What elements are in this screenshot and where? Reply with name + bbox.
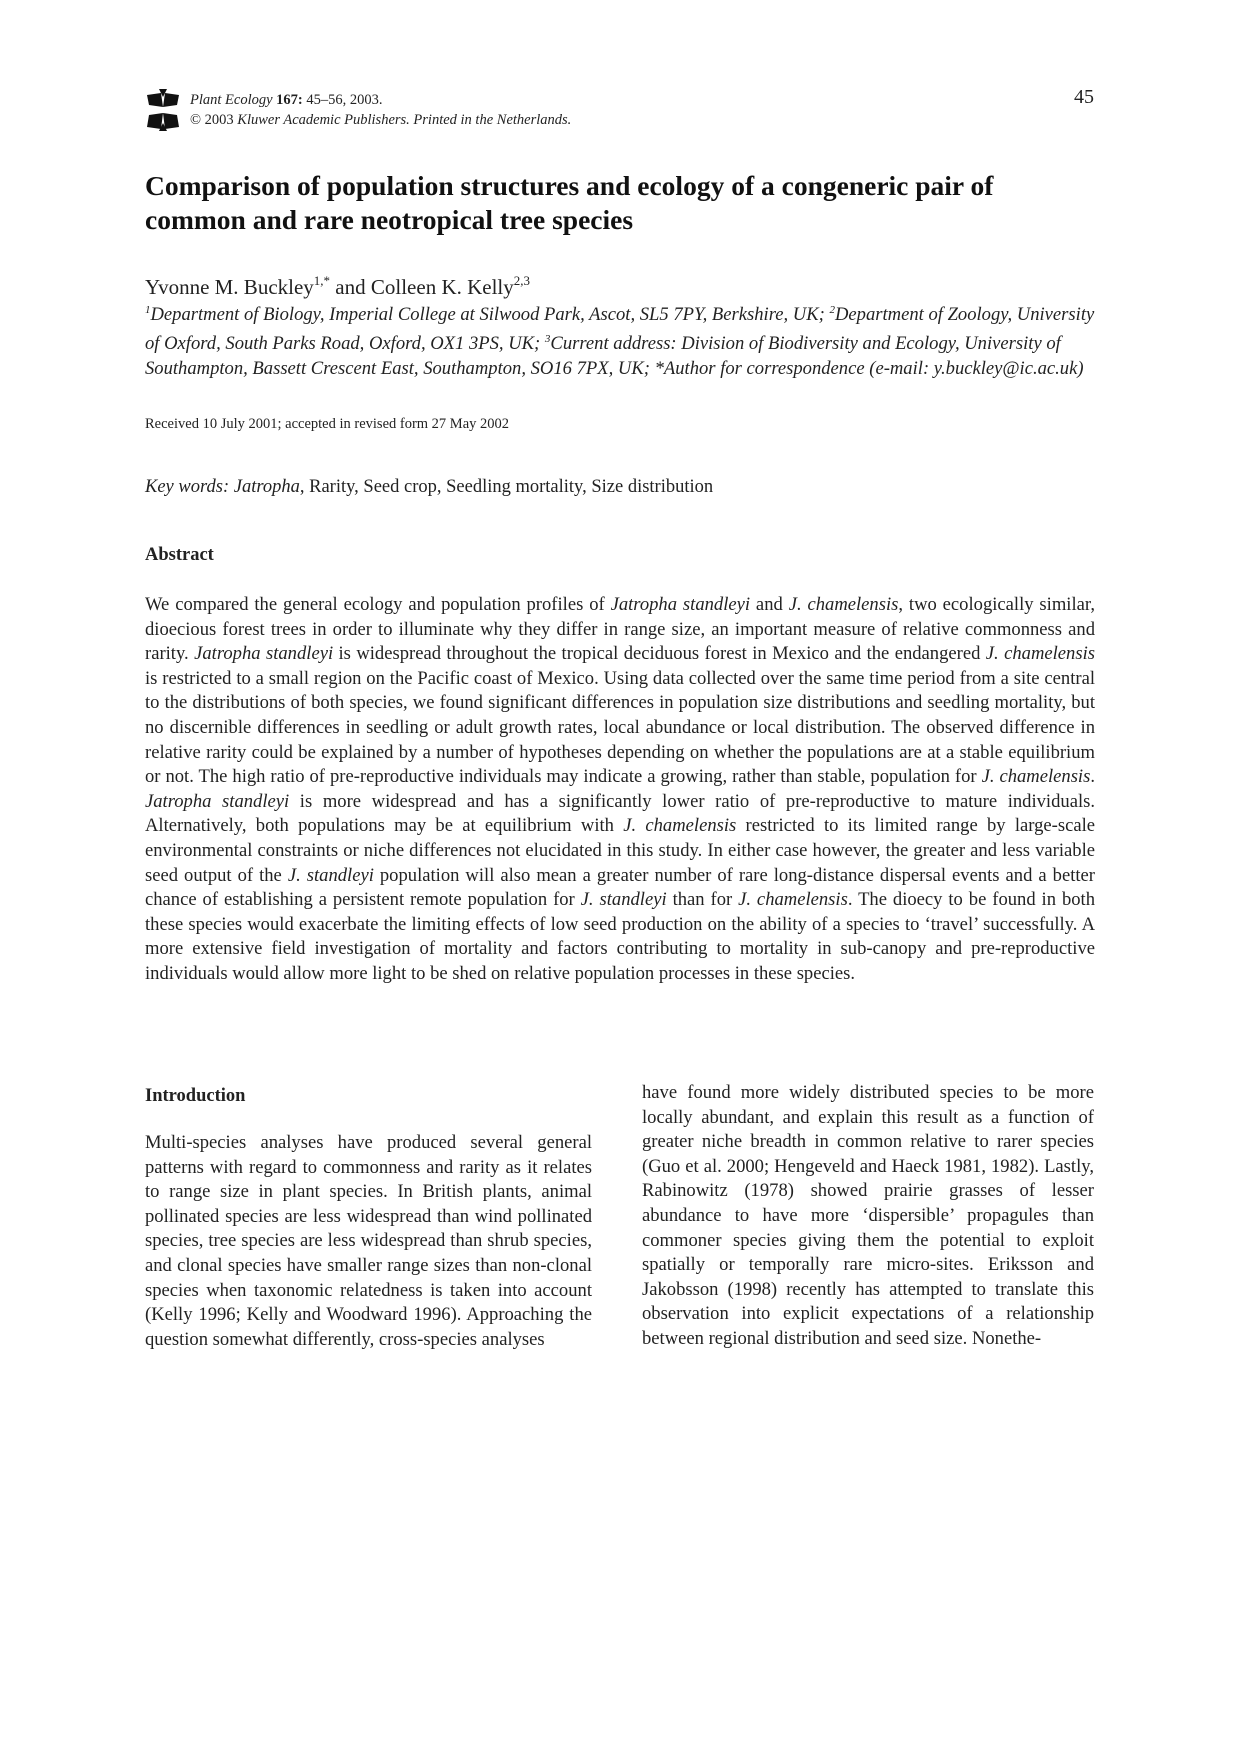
author-superscript: 2,3 <box>513 273 531 288</box>
copyright-symbol: © <box>190 112 202 128</box>
received-dates: Received 10 July 2001; accepted in revised form 27 May 2002 <box>145 416 510 432</box>
article-title: Comparison of population structures and ecology of a congeneric pair of common and rare neotropical tree species <box>145 170 994 235</box>
journal-line <box>190 90 890 110</box>
keywords-label: Key words: <box>145 477 230 497</box>
author-superscript: 1,* <box>313 273 331 288</box>
correspondence-note: *Author for correspondence (e-mail: y.buckley@ic.ac.uk) <box>654 358 1084 379</box>
affiliation: Current address: Division of Biodiversity and Ecology, University of Southampton, Bassett Crescent East, Southampton, SO16 7PX, UK; <box>145 333 1061 379</box>
author-connector: and <box>335 275 366 299</box>
affiliation-marker: 2 <box>829 304 835 316</box>
introduction-column-left: Multi-species analyses have produced several general patterns with regard to commonness and rarity as it relates to range size in plant species. In British plants, animal pollinated species are less widespread than wind pollinated species, tree species are less widespread than shrub species, and clonal species have smaller range sizes than non-clonal species when taxonomic relatedness is taken into account (Kelly 1996; Kelly and Woodward 1996). Approaching the question somewhat differently, cross-species analyses <box>145 1132 592 1350</box>
affiliation: Department of Zoology, University of Oxford, South Parks Road, Oxford, OX1 3PS, UK; <box>145 304 1095 354</box>
affiliations <box>145 298 1095 381</box>
page-number: 45 <box>1074 86 1094 108</box>
copyright-year: 2003 <box>204 112 234 128</box>
author-name: Colleen K. Kelly <box>370 275 514 299</box>
publisher: Kluwer Academic Publishers. Printed in the Netherlands. <box>237 112 572 128</box>
abstract-text: We compared the general ecology and population profiles of Jatropha standleyi and J. chamelensis, two ecologically similar, dioecious forest trees in order to illuminate why they differ in range size, an important measure of relative commonness and rarity. Jatropha standleyi is widespread throughout the tropical deciduous forest in Mexico and the endangered J. chamelensis is restricted to a small region on the Pacific coast of Mexico. Using data collected over the same time period from a site central to the distributions of both species, we found significant differences in population size distributions and seedling mortality, but no discernible differences in seedling or adult growth rates, local abundance or local distribution. The observed difference in relative rarity could be explained by a number of hypotheses depending on whether the populations are at a stable equilibrium or not. The high ratio of pre-reproductive individuals may indicate a growing, rather than stable, population for J. chamelensis. Jatropha standleyi is more widespread and has a significantly lower ratio of pre-reproductive to mature individuals. Alternatively, both populations may be at equilibrium with J. chamelensis restricted to its limited range by large-scale environmental constraints or niche differences not elucidated in this study. In either case however, the greater and less variable seed output of the J. standleyi population will also mean a greater number of rare long-distance dispersal events and a better chance of establishing a persistent remote population for J. standleyi than for J. chamelensis. The dioecy to be found in both these species would exacerbate the limiting effects of low seed production on the ability of a species to ‘travel’ successfully. A more extensive field investigation of mortality and factors contributing to mortality in sub-canopy and pre-reproductive individuals would allow more light to be shed on relative population processes in these species. <box>145 594 1095 984</box>
author-name: Yvonne M. Buckley <box>145 275 314 299</box>
introduction-heading: Introduction <box>145 1086 246 1106</box>
publisher-logo-icon <box>145 89 181 131</box>
copyright-line <box>190 110 890 130</box>
keywords <box>145 477 713 498</box>
keywords-list: , Rarity, Seed crop, Seedling mortality, Size distribution <box>299 477 714 497</box>
affiliation-marker: 3 <box>544 333 551 345</box>
affiliation: Department of Biology, Imperial College at Silwood Park, Ascot, SL5 7PY, Berkshire, UK; <box>150 304 825 325</box>
keyword-genus: Jatropha <box>233 477 300 497</box>
journal-volume: 167: <box>276 92 303 108</box>
affiliation-marker: 1 <box>145 304 151 316</box>
author-list <box>145 268 530 300</box>
journal-name: Plant Ecology <box>190 92 273 108</box>
journal-pages-year: 45–56, 2003. <box>306 92 383 108</box>
abstract-heading: Abstract <box>145 545 214 565</box>
journal-citation <box>190 90 890 130</box>
introduction-column-right: have found more widely distributed species to be more locally abundant, and explain this result as a function of greater niche breadth in common relative to rarer species (Guo et al. 2000; Hengeveld and Haeck 1981, 1982). Lastly, Rabinowitz (1978) showed prairie grasses of lesser abundance to have more ‘dispersible’ propagules than commoner species giving them the potential to exploit spatially or temporally rare micro-sites. Eriksson and Jakobsson (1998) recently has attempted to translate this observation into explicit expectations of a relationship between regional distribution and seed size. Nonethe- <box>642 1082 1094 1349</box>
